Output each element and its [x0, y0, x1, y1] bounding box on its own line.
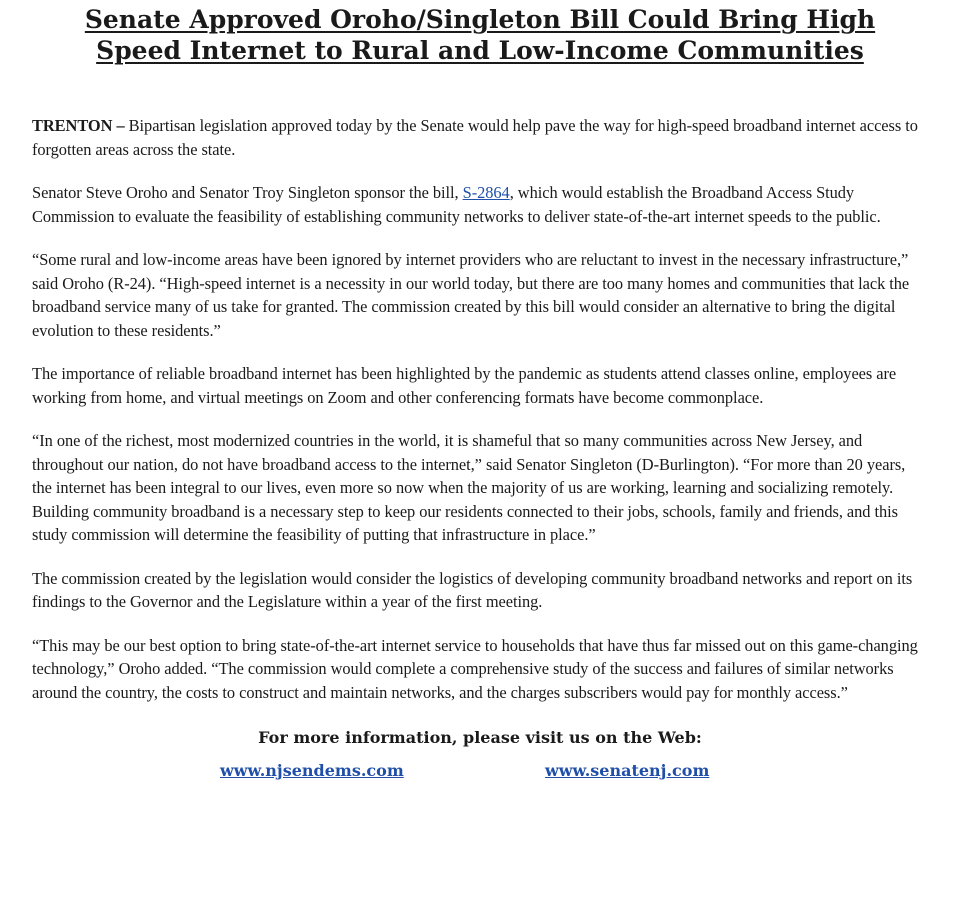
footer-links	[32, 761, 928, 791]
paragraph-sponsors-after: , which would establish the Broadband Access Study Commission to evaluate the feasibility of establishing community networks to deliver state-of-the-art internet speeds to the public.	[32, 183, 881, 226]
paragraph-sponsors	[32, 181, 928, 228]
article-body	[32, 114, 928, 704]
njsendems-link[interactable]: www.njsendems.com	[220, 761, 404, 780]
paragraph-intro-text: Bipartisan legislation approved today by the Senate would help pave the way for high-speed broadband internet access to forgotten areas across the state.	[32, 116, 918, 159]
headline	[32, 0, 928, 66]
paragraph-oroho-quote: “Some rural and low-income areas have been ignored by internet providers who are reluctant to invest in the necessary infrastructure,” said Oroho (R-24). “High-speed internet is a necessity in our world today, but there are too many homes and communities that lack the broadband service many of us take for granted. The commission created by this bill would consider an alternative to bring the digital evolution to these residents.”	[32, 250, 910, 340]
footer-call-to-action: For more information, please visit us on the Web:	[258, 728, 702, 747]
senatenj-link[interactable]: www.senatenj.com	[545, 761, 710, 780]
paragraph-oroho-added: “This may be our best option to bring state-of-the-art internet service to households that have thus far missed out on this game-changing technology,” Oroho added. “The commission would complete a comprehensive study of the success and failures of similar networks around the country, the costs to construct and maintain networks, and the charges subscribers would pay for monthly access.”	[32, 635, 918, 702]
paragraph-pandemic: The importance of reliable broadband internet has been highlighted by the pandemic as students attend classes online, employees are working from home, and virtual meetings on Zoom and other conferencing formats have become commonplace.	[32, 364, 897, 407]
paragraph-singleton-quote: “In one of the richest, most modernized countries in the world, it is shameful that so many communities across New Jersey, and throughout our nation, do not have broadband access to the internet,” said Senator Singleton (D-Burlington). “For more than 20 years, the internet has been integral to our lives, even more so now when the majority of us are working, learning and socializing remotely. Building community broadband is a necessary step to keep our residents connected to their jobs, schools, family and friends, and this study commission will determine the feasibility of putting that infrastructure in place.”	[32, 431, 906, 544]
bill-s2864-link[interactable]: S-2864	[462, 183, 510, 202]
paragraph-sponsors-before: Senator Steve Oroho and Senator Troy Singleton sponsor the bill,	[32, 183, 463, 202]
paragraph-commission: The commission created by the legislation would consider the logistics of developing community broadband networks and report on its findings to the Governor and the Legislature within a year of the first meeting.	[32, 568, 913, 611]
paragraph-intro	[32, 114, 928, 161]
dateline: TRENTON –	[32, 116, 129, 135]
headline-line-1: Senate Approved Oroho/Singleton Bill Could Bring High	[84, 5, 876, 34]
headline-line-2: Speed Internet to Rural and Low-Income Communities	[96, 36, 864, 65]
